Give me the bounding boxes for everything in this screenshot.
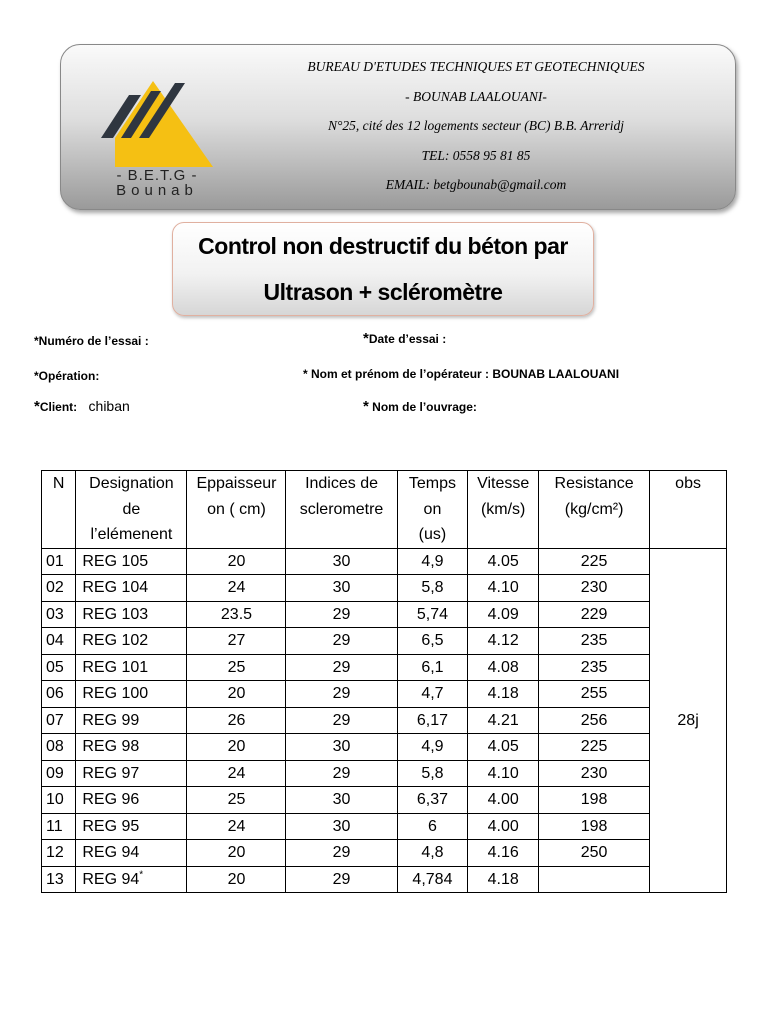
cell-n: 13 (42, 866, 76, 893)
cell-n: 08 (42, 734, 76, 761)
table-row (42, 734, 727, 761)
cell-designation: REG 100 (76, 681, 187, 708)
cell-resistance: 225 (539, 734, 650, 761)
cell-n: 04 (42, 628, 76, 655)
cell-epaisseur: 20 (187, 734, 286, 761)
field-operation-label: Opération: (38, 369, 100, 383)
company-name: BUREAU D'ETUDES TECHNIQUES ET GEOTECHNIQUES (307, 59, 645, 74)
cell-resistance: 198 (539, 787, 650, 814)
field-operation: *Opération: (34, 369, 100, 383)
logo-name: Bounab (116, 182, 198, 199)
cell-n: 01 (42, 548, 76, 575)
cell-temps: 6,1 (397, 654, 468, 681)
cell-indice: 30 (286, 787, 397, 814)
cell-n: 02 (42, 575, 76, 602)
cell-temps: 6 (397, 813, 468, 840)
letterhead (60, 44, 736, 210)
title-line-1: Control non destructif du béton par (198, 233, 568, 259)
header-vitesse: Vitesse (km/s) (468, 471, 539, 549)
cell-temps: 6,5 (397, 628, 468, 655)
table-row (42, 601, 727, 628)
cell-designation: REG 104 (76, 575, 187, 602)
table-row (42, 840, 727, 867)
cell-n: 05 (42, 654, 76, 681)
cell-designation: REG 95 (76, 813, 187, 840)
cell-indice: 29 (286, 840, 397, 867)
cell-vitesse: 4.12 (468, 628, 539, 655)
cell-epaisseur: 26 (187, 707, 286, 734)
cell-vitesse: 4.05 (468, 734, 539, 761)
field-client-label: Client: (39, 400, 78, 414)
cell-vitesse: 4.10 (468, 760, 539, 787)
cell-n: 10 (42, 787, 76, 814)
cell-indice: 29 (286, 681, 397, 708)
cell-resistance: 230 (539, 760, 650, 787)
header-obs: obs (650, 471, 727, 549)
company-address: N°25, cité des 12 logements secteur (BC) B.B. Arreridj (328, 118, 624, 133)
cell-vitesse: 4.21 (468, 707, 539, 734)
cell-epaisseur: 25 (187, 787, 286, 814)
designation-footnote-mark: * (139, 869, 144, 881)
cell-indice: 30 (286, 548, 397, 575)
cell-resistance: 235 (539, 628, 650, 655)
field-client-value: chiban (88, 398, 130, 414)
company-owner: - BOUNAB LAALOUANI- (405, 88, 547, 104)
cell-temps: 5,74 (397, 601, 468, 628)
table-header-row (42, 471, 727, 549)
table-row (42, 760, 727, 787)
cell-epaisseur: 20 (187, 681, 286, 708)
cell-epaisseur: 24 (187, 813, 286, 840)
company-email: EMAIL: betgbounab@gmail.com (385, 177, 567, 192)
cell-indice: 29 (286, 866, 397, 893)
cell-resistance: 255 (539, 681, 650, 708)
header-epaisseur: Eppaisseur on ( cm) (187, 471, 286, 549)
field-numero-label: Numéro de l’essai : (38, 334, 149, 348)
cell-temps: 4,784 (397, 866, 468, 893)
table-row (42, 575, 727, 602)
results-table (41, 470, 727, 893)
cell-n: 07 (42, 707, 76, 734)
field-operateur: * Nom et prénom de l’opérateur : BOUNAB LAALOUANI (303, 367, 620, 381)
cell-designation: REG 103 (76, 601, 187, 628)
cell-indice: 30 (286, 575, 397, 602)
cell-resistance: 235 (539, 654, 650, 681)
field-numero-essai: *Numéro de l’essai : (34, 334, 149, 348)
cell-indice: 29 (286, 628, 397, 655)
table-row (42, 707, 727, 734)
cell-temps: 4,9 (397, 734, 468, 761)
cell-vitesse: 4.10 (468, 575, 539, 602)
cell-vitesse: 4.18 (468, 681, 539, 708)
cell-obs: 28j (650, 548, 727, 893)
cell-n: 03 (42, 601, 76, 628)
field-date-essai: *Date d’essai : (363, 330, 447, 347)
cell-temps: 4,7 (397, 681, 468, 708)
cell-designation: REG 98 (76, 734, 187, 761)
cell-designation: REG 101 (76, 654, 187, 681)
table-row (42, 866, 727, 893)
cell-designation: REG 99 (76, 707, 187, 734)
table-row (42, 548, 727, 575)
cell-n: 09 (42, 760, 76, 787)
header-designation: Designation de l’elémenent (76, 471, 187, 549)
cell-epaisseur: 24 (187, 760, 286, 787)
cell-temps: 6,17 (397, 707, 468, 734)
cell-epaisseur: 27 (187, 628, 286, 655)
field-ouvrage: * Nom de l’ouvrage: (363, 398, 477, 415)
cell-designation: REG 97 (76, 760, 187, 787)
cell-indice: 30 (286, 813, 397, 840)
triangles-logo-icon (101, 81, 213, 167)
header-temps: Temps on (us) (397, 471, 468, 549)
table-row (42, 654, 727, 681)
logo-acronym: - B.E.T.G - (116, 167, 198, 184)
cell-temps: 4,8 (397, 840, 468, 867)
cell-resistance: 230 (539, 575, 650, 602)
table-row (42, 813, 727, 840)
title-line-2: Ultrason + scléromètre (263, 279, 503, 305)
cell-temps: 5,8 (397, 760, 468, 787)
table-row (42, 787, 727, 814)
cell-temps: 6,37 (397, 787, 468, 814)
cell-vitesse: 4.00 (468, 787, 539, 814)
field-ouvrage-label: Nom de l’ouvrage: (368, 400, 477, 414)
cell-designation: REG 94 (76, 840, 187, 867)
cell-resistance: 225 (539, 548, 650, 575)
cell-designation: REG 96 (76, 787, 187, 814)
table-row (42, 628, 727, 655)
company-phone: TEL: 0558 95 81 85 (421, 147, 531, 163)
cell-vitesse: 4.09 (468, 601, 539, 628)
cell-n: 11 (42, 813, 76, 840)
cell-indice: 29 (286, 760, 397, 787)
cell-vitesse: 4.05 (468, 548, 539, 575)
cell-indice: 30 (286, 734, 397, 761)
cell-n: 12 (42, 840, 76, 867)
header-resistance: Resistance (kg/cm²) (539, 471, 650, 549)
cell-epaisseur: 24 (187, 575, 286, 602)
cell-epaisseur: 23.5 (187, 601, 286, 628)
cell-resistance: 250 (539, 840, 650, 867)
cell-epaisseur: 25 (187, 654, 286, 681)
cell-resistance: 198 (539, 813, 650, 840)
cell-designation: REG 94* (76, 866, 187, 893)
cell-designation: REG 102 (76, 628, 187, 655)
cell-temps: 5,8 (397, 575, 468, 602)
field-client: *Client: chiban (34, 398, 130, 415)
cell-epaisseur: 20 (187, 548, 286, 575)
cell-vitesse: 4.16 (468, 840, 539, 867)
cell-epaisseur: 20 (187, 866, 286, 893)
field-operateur-value: BOUNAB LAALOUANI (492, 367, 620, 381)
cell-indice: 29 (286, 707, 397, 734)
field-operateur-label: Nom et prénom de l’opérateur : (307, 367, 490, 381)
field-date-label: Date d’essai : (368, 332, 447, 346)
header-indices: Indices de sclerometre (286, 471, 397, 549)
table-row (42, 681, 727, 708)
cell-epaisseur: 20 (187, 840, 286, 867)
cell-n: 06 (42, 681, 76, 708)
header-n: N (42, 471, 76, 549)
cell-designation: REG 105 (76, 548, 187, 575)
company-logo (101, 81, 213, 201)
cell-resistance (539, 866, 650, 893)
cell-temps: 4,9 (397, 548, 468, 575)
cell-vitesse: 4.08 (468, 654, 539, 681)
cell-resistance: 229 (539, 601, 650, 628)
cell-resistance: 256 (539, 707, 650, 734)
document-title (172, 222, 594, 316)
cell-vitesse: 4.18 (468, 866, 539, 893)
company-info (261, 55, 691, 203)
cell-indice: 29 (286, 601, 397, 628)
cell-vitesse: 4.00 (468, 813, 539, 840)
cell-indice: 29 (286, 654, 397, 681)
